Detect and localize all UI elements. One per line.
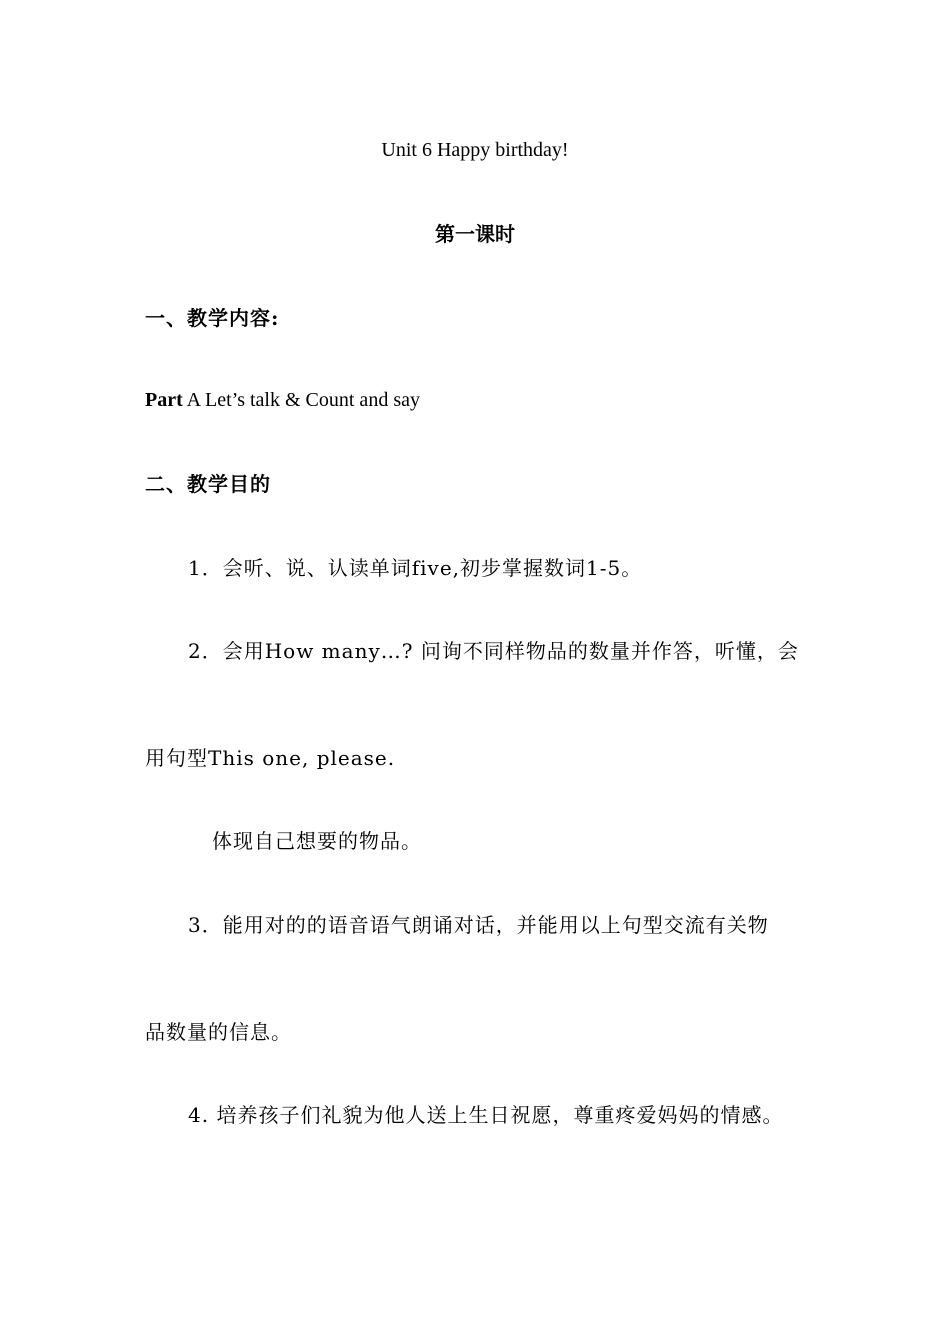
section-heading-objectives: 二、教学目的 bbox=[145, 472, 271, 496]
objective-item-1: 1．会听、说、认读单词five,初步掌握数词1-5。 bbox=[188, 556, 643, 580]
objective-item-3-continued: 品数量的信息。 bbox=[145, 1020, 292, 1044]
objective-item-2-continued: 用句型This one, please. bbox=[145, 746, 396, 770]
part-description: A Let’s talk & Count and say bbox=[182, 389, 420, 411]
objective-item-4: 4. 培养孩子们礼貌为他人送上生日祝愿，尊重疼爱妈妈的情感。 bbox=[188, 1103, 784, 1127]
objective-item-2: 2．会用How many…? 问询不同样物品的数量并作答，听懂，会 bbox=[188, 639, 799, 663]
part-label: Part bbox=[145, 389, 183, 411]
lesson-heading: 第一课时 bbox=[435, 222, 515, 246]
objective-item-3: 3．能用对的的语音语气朗诵对话，并能用以上句型交流有关物 bbox=[188, 913, 769, 937]
section-heading-content: 一、教学内容: bbox=[145, 306, 280, 330]
part-line bbox=[145, 388, 420, 412]
document-title: Unit 6 Happy birthday! bbox=[381, 139, 569, 161]
objective-item-2-continued-2: 体现自己想要的物品。 bbox=[212, 829, 422, 853]
